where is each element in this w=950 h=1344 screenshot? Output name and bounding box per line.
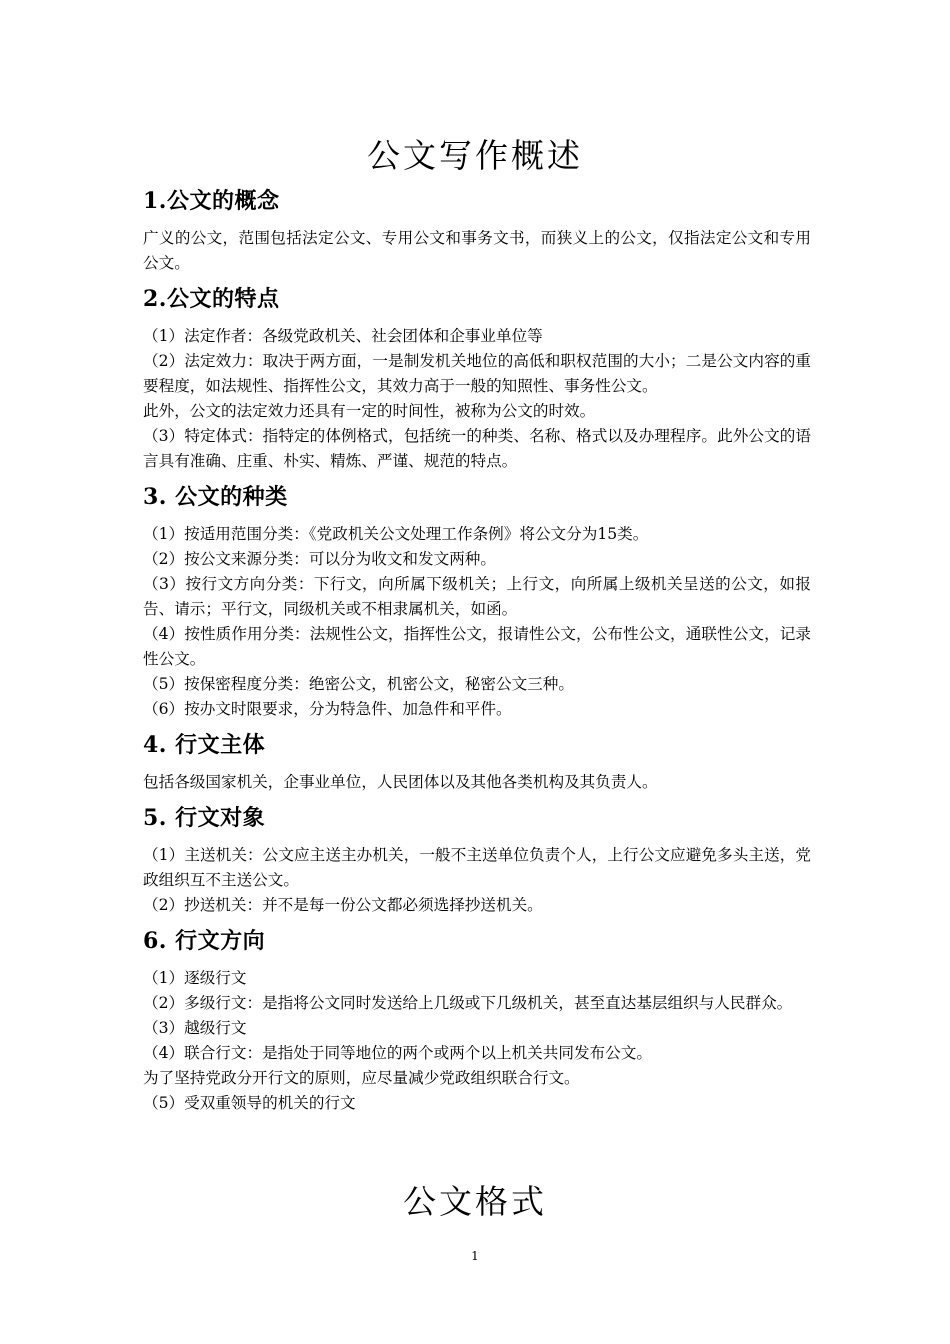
section-heading-types: 3. 公文的种类 <box>143 484 288 510</box>
paragraph: （1）法定作者：各级党政机关、社会团体和企事业单位等 <box>143 327 543 345</box>
section-heading-subject: 4. 行文主体 <box>143 732 266 758</box>
second-page-title: 公文格式 <box>403 1182 547 1221</box>
paragraph: （4）联合行文：是指处于同等地位的两个或两个以上机关共同发布公文。 <box>143 1044 652 1062</box>
paragraph: （4）按性质作用分类：法规性公文，指挥性公文，报请性公文，公布性公文，通联性公文，记录性公文。 <box>143 625 811 668</box>
paragraph: 为了坚持党政分开行文的原则，应尽量减少党政组织联合行文。 <box>143 1069 580 1087</box>
section-heading-concept: 1.公文的概念 <box>143 188 280 214</box>
paragraph: （3）按行文方向分类：下行文，向所属下级机关；上行文，向所属上级机关呈送的公文，如报告、请示；平行文，同级机关或不相隶属机关，如函。 <box>143 575 811 618</box>
page-number: 1 <box>471 1249 479 1263</box>
paragraph: （1）主送机关：公文应主送主办机关，一般不主送单位负责个人，上行公文应避免多头主送，党政组织互不主送公文。 <box>143 846 811 889</box>
section-heading-recipients: 5. 行文对象 <box>143 805 266 831</box>
document-body <box>143 186 811 1116</box>
paragraph: （2）抄送机关：并不是每一份公文都必须选择抄送机关。 <box>143 896 543 914</box>
paragraph: （2）按公文来源分类：可以分为收文和发文两种。 <box>143 550 496 568</box>
paragraph: （1）逐级行文 <box>143 969 247 987</box>
paragraph: 此外，公文的法定效力还具有一定的时间性，被称为公文的时效。 <box>143 402 596 420</box>
paragraph: 包括各级国家机关，企事业单位，人民团体以及其他各类机构及其负责人。 <box>143 773 658 791</box>
paragraph: （2）法定效力：取决于两方面，一是制发机关地位的高低和职权范围的大小；二是公文内容的重要程度，如法规性、指挥性公文，其效力高于一般的知照性、事务性公文。 <box>143 352 811 395</box>
paragraph: （3）特定体式：指特定的体例格式，包括统一的种类、名称、格式以及办理程序。此外公文的语言具有准确、庄重、朴实、精炼、严谨、规范的特点。 <box>143 427 811 470</box>
paragraph: （3）越级行文 <box>143 1019 247 1037</box>
section-heading-features: 2.公文的特点 <box>143 286 280 312</box>
paragraph: （1）按适用范围分类：《党政机关公文处理工作条例》将公文分为15类。 <box>143 525 649 543</box>
paragraph: （2）多级行文：是指将公文同时发送给上几级或下几级机关，甚至直达基层组织与人民群众。 <box>143 994 793 1012</box>
paragraph: （5）按保密程度分类：绝密公文，机密公文，秘密公文三种。 <box>143 675 574 693</box>
paragraph: （5）受双重领导的机关的行文 <box>143 1094 356 1112</box>
paragraph: （6）按办文时限要求，分为特急件、加急件和平件。 <box>143 700 512 718</box>
paragraph: 广义的公文，范围包括法定公文、专用公文和事务文书，而狭义上的公文，仅指法定公文和专用公文。 <box>143 229 811 272</box>
section-heading-direction: 6. 行文方向 <box>143 928 266 954</box>
page-title: 公文写作概述 <box>367 136 583 175</box>
